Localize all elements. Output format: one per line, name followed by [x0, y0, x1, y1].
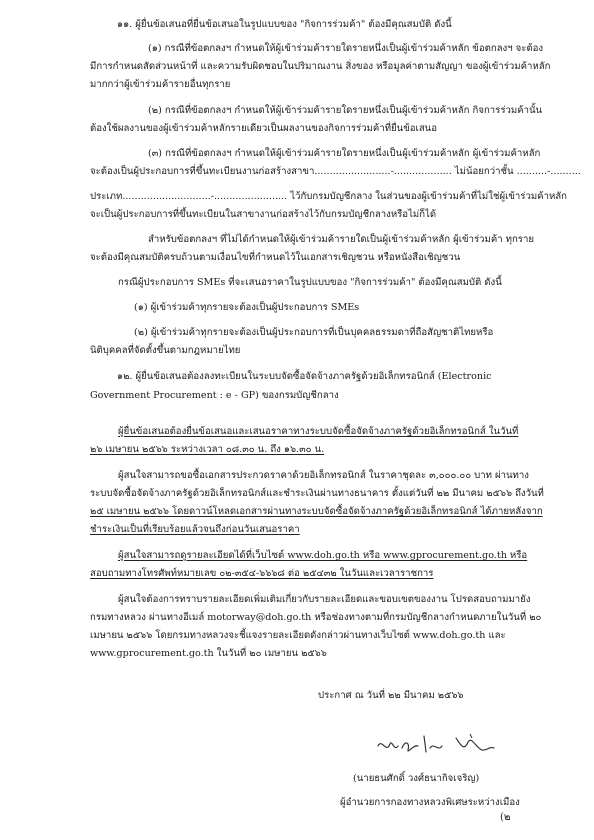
text-line: Government Procurement : e - GP) ของกรมบัญชีกลาง: [90, 390, 339, 401]
text-line: กรมทางหลวง ผ่านทางอีเมล์ motorway@doh.go.th หรือช่องทางตามที่กรมบัญชีกลางกำหนดภายในวันที่ ๒๐: [90, 612, 542, 623]
text-line: ๒๕ เมษายน ๒๕๖๖ โดยดาวน์โหลดเอกสารผ่านทางระบบจัดซื้อจัดจ้างภาครัฐด้วยอิเล็กทรอนิกส์ ได้ภายหลังจาก: [90, 506, 543, 517]
text-line: www.gprocurement.go.th ในวันที่ ๒๐ เมษายน ๒๕๖๖: [90, 648, 327, 659]
text-line: จะต้องเป็นผู้ประกอบการที่ขึ้นทะเบียนงานก่อสร้างสาขา.........................-................... ไม่น้อยกว่าชั้น ..........-..........: [90, 166, 581, 177]
text-line: ประเภท.............................-........................ ไว้กับกรมบัญชีกลาง ในส่วนของผู้เข้าร่วมค้าที่ไม่ใช่ผู้เข้าร่วมค้าหลัก: [90, 191, 567, 202]
text-line: สอบถามทางโทรศัพท์หมายเลข ๐๒-๓๕๔-๖๖๖๘ ต่อ ๒๕๔๓๒ ในวันและเวลาราชการ: [90, 568, 434, 579]
text-line: (๒) ผู้เข้าร่วมค้าทุกรายจะต้องเป็นผู้ประกอบการที่เป็นบุคคลธรรมดาที่ถือสัญชาติไทยหรือ: [134, 327, 494, 338]
page-mark: (๒: [500, 812, 511, 823]
text-line: จะต้องมีคุณสมบัติครบถ้วนตามเงื่อนไขที่กำหนดไว้ในเอกสารเชิญชวน หรือหนังสือเชิญชวน: [90, 252, 461, 263]
text-line: นิติบุคคลที่จัดตั้งขึ้นตามกฎหมายไทย: [90, 345, 241, 356]
text-line: ระบบจัดซื้อจัดจ้างภาครัฐด้วยอิเล็กทรอนิกส์และชำระเงินผ่านทางธนาคาร ตั้งแต่วันที่ ๒๒ มีนาคม ๒๕๖๖ ถึงวันที่: [90, 488, 544, 499]
signature-image: [372, 728, 502, 762]
text-line: ผู้สนใจสามารถดูรายละเอียดได้ที่เว็บไซต์ www.doh.go.th หรือ www.gprocurement.go.th หรือ: [118, 550, 528, 561]
text-line: ๑๑. ผู้ยื่นข้อเสนอที่ยื่นข้อเสนอในรูปแบบของ "กิจการร่วมค้า" ต้องมีคุณสมบัติ ดังนี้: [117, 19, 452, 30]
text-line: สำหรับข้อตกลงฯ ที่ไม่ได้กำหนดให้ผู้เข้าร่วมค้ารายใดเป็นผู้เข้าร่วมค้าหลัก ผู้เข้าร่วมค้า ทุกราย: [148, 234, 534, 245]
text-line: ผู้อำนวยการกองทางหลวงพิเศษระหว่างเมือง: [340, 797, 520, 808]
text-line: ผู้สนใจสามารถขอซื้อเอกสารประกวดราคาด้วยอิเล็กทรอนิกส์ ในราคาชุดละ ๓,๐๐๐.๐๐ บาท ผ่านทาง: [118, 470, 529, 481]
text-line: ต้องใช้ผลงานของผู้เข้าร่วมค้าหลักรายเดียวเป็นผลงานของกิจการร่วมค้าที่ยื่นข้อเสนอ: [90, 123, 438, 134]
text-line: (นายธนศักดิ์ วงศ์ธนากิจเจริญ): [353, 773, 480, 784]
text-line: (๑) ผู้เข้าร่วมค้าทุกรายจะต้องเป็นผู้ประกอบการ SMEs: [134, 302, 360, 313]
text-line: ประกาศ ณ วันที่ ๒๒ มีนาคม ๒๕๖๖: [318, 690, 464, 701]
text-line: มากกว่าผู้เข้าร่วมค้ารายอื่นทุกราย: [90, 79, 231, 90]
text-line: (๒) กรณีที่ข้อตกลงฯ กำหนดให้ผู้เข้าร่วมค้ารายใดรายหนึ่งเป็นผู้เข้าร่วมค้าหลัก กิจการร่วมค้านั้น: [148, 105, 543, 116]
text-line: มีการกำหนดสัดส่วนหน้าที่ และความรับผิดชอบในปริมาณงาน สิ่งของ หรือมูลค่าตามสัญญา ของผู้เข้าร่วมค้าหลัก: [90, 61, 551, 72]
text-line: จะเป็นผู้ประกอบการที่ขึ้นทะเบียนในสาขางานก่อสร้างไว้กับกรมบัญชีกลางหรือไม่ก็ได้: [90, 209, 437, 220]
text-line: ผู้ยื่นข้อเสนอต้องยื่นข้อเสนอและเสนอราคาทางระบบจัดซื้อจัดจ้างภาครัฐด้วยอิเล็กทรอนิกส์ ในวันที่: [118, 426, 519, 437]
text-line: (๑) กรณีที่ข้อตกลงฯ กำหนดให้ผู้เข้าร่วมค้ารายใดรายหนึ่งเป็นผู้เข้าร่วมค้าหลัก ข้อตกลงฯ จะต้อง: [148, 43, 544, 54]
text-line: เมษายน ๒๕๖๖ โดยกรมทางหลวงจะชี้แจงรายละเอียดดังกล่าวผ่านทางเว็บไซต์ www.doh.go.th และ: [90, 630, 506, 641]
text-line: ๒๖ เมษายน ๒๕๖๖ ระหว่างเวลา ๐๘.๓๐ น. ถึง ๑๖.๓๐ น.: [90, 444, 325, 455]
text-line: กรณีผู้ประกอบการ SMEs ที่จะเสนอราคาในรูปแบบของ "กิจการร่วมค้า" ต้องมีคุณสมบัติ ดังนี้: [118, 277, 502, 288]
text-line: (๓) กรณีที่ข้อตกลงฯ กำหนดให้ผู้เข้าร่วมค้ารายใดรายหนึ่งเป็นผู้เข้าร่วมค้าหลัก ผู้เข้าร่วมค้าหลัก: [148, 148, 541, 159]
text-line: ๑๒. ผู้ยื่นข้อเสนอต้องลงทะเบียนในระบบจัดซื้อจัดจ้างภาครัฐด้วยอิเล็กทรอนิกส์ (Electronic: [117, 371, 492, 382]
text-line: ชำระเงินเป็นที่เรียบร้อยแล้วจนถึงก่อนวันเสนอราคา: [90, 524, 300, 535]
text-line: ผู้สนใจต้องการทราบรายละเอียดเพิ่มเติมเกี่ยวกับรายละเอียดและขอบเขตของงาน โปรดสอบถามมายัง: [118, 594, 531, 605]
